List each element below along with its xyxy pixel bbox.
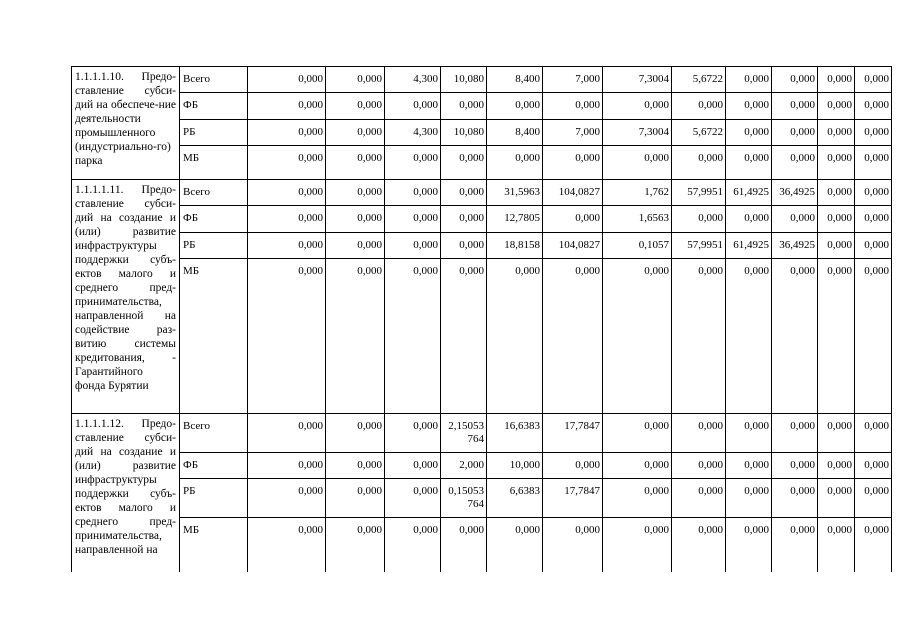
amount-cell: 0,000 [543,93,603,120]
amount-cell: 0,000 [248,259,326,414]
amount-cell: 2,15053 764 [441,414,487,453]
amount-cell: 10,080 [441,120,487,146]
amount-cell: 0,000 [726,414,772,453]
amount-cell: 0,000 [603,518,672,572]
amount-cell: 0,000 [326,180,385,206]
amount-cell: 0,000 [818,180,855,206]
amount-cell: 0,000 [248,479,326,518]
table-row [72,453,892,479]
amount-cell: 0,000 [726,259,772,414]
amount-cell: 0,000 [772,479,818,518]
table-row [72,180,892,206]
amount-cell: 2,000 [441,453,487,479]
amount-cell: 0,000 [818,414,855,453]
amount-cell: 0,000 [855,180,892,206]
amount-cell: 0,000 [385,453,441,479]
amount-cell: 0,000 [818,120,855,146]
amount-cell: 0,000 [603,93,672,120]
amount-cell: 0,000 [772,120,818,146]
amount-cell: 0,1057 [603,233,672,259]
amount-cell: 0,000 [855,479,892,518]
amount-cell: 57,9951 [672,233,726,259]
amount-cell: 0,000 [772,67,818,93]
amount-cell: 0,000 [772,93,818,120]
funding-source-cell: ФБ [180,206,248,233]
amount-cell: 0,000 [855,259,892,414]
amount-cell: 0,000 [818,259,855,414]
budget-table [71,66,892,572]
amount-cell: 0,000 [855,93,892,120]
amount-cell: 6,6383 [487,479,543,518]
amount-cell: 31,5963 [487,180,543,206]
activity-description-cell: 1.1.1.1.12. Предо-ставление субси-дий на создание и (или) развитие инфраструктуры поддержки субъ-ектов малого и среднего пред-принимательства, направленной на [72,414,180,572]
amount-cell: 0,000 [603,414,672,453]
amount-cell: 0,000 [248,120,326,146]
amount-cell: 10,000 [487,453,543,479]
amount-cell: 0,000 [326,67,385,93]
funding-source-cell: РБ [180,479,248,518]
amount-cell: 0,15053 764 [441,479,487,518]
amount-cell: 4,300 [385,67,441,93]
funding-source-cell: ФБ [180,93,248,120]
amount-cell: 0,000 [726,120,772,146]
amount-cell: 12,7805 [487,206,543,233]
amount-cell: 0,000 [772,146,818,180]
amount-cell: 0,000 [326,518,385,572]
amount-cell: 0,000 [603,479,672,518]
amount-cell: 0,000 [726,206,772,233]
amount-cell: 5,6722 [672,67,726,93]
amount-cell: 0,000 [855,120,892,146]
amount-cell: 8,400 [487,120,543,146]
amount-cell: 0,000 [385,259,441,414]
amount-cell: 104,0827 [543,233,603,259]
amount-cell: 0,000 [326,120,385,146]
amount-cell: 0,000 [441,233,487,259]
table-row [72,146,892,180]
funding-source-cell: Всего [180,67,248,93]
amount-cell: 10,080 [441,67,487,93]
amount-cell: 0,000 [855,414,892,453]
amount-cell: 0,000 [672,146,726,180]
amount-cell: 0,000 [818,233,855,259]
amount-cell: 0,000 [487,259,543,414]
amount-cell: 0,000 [855,206,892,233]
amount-cell: 7,000 [543,120,603,146]
amount-cell: 0,000 [603,453,672,479]
table-row [72,67,892,93]
amount-cell: 0,000 [855,518,892,572]
amount-cell: 57,9951 [672,180,726,206]
amount-cell: 5,6722 [672,120,726,146]
amount-cell: 0,000 [726,518,772,572]
table-row [72,259,892,414]
amount-cell: 0,000 [543,453,603,479]
amount-cell: 0,000 [441,518,487,572]
amount-cell: 7,3004 [603,120,672,146]
amount-cell: 0,000 [855,233,892,259]
amount-cell: 0,000 [818,518,855,572]
amount-cell: 0,000 [441,93,487,120]
table-row [72,518,892,572]
amount-cell: 0,000 [326,146,385,180]
table-row [72,233,892,259]
amount-cell: 0,000 [326,206,385,233]
amount-cell: 36,4925 [772,233,818,259]
amount-cell: 0,000 [487,93,543,120]
amount-cell: 0,000 [855,67,892,93]
amount-cell: 8,400 [487,67,543,93]
amount-cell: 0,000 [855,453,892,479]
amount-cell: 0,000 [818,206,855,233]
funding-source-cell: МБ [180,146,248,180]
amount-cell: 0,000 [672,259,726,414]
amount-cell: 0,000 [672,414,726,453]
funding-source-cell: РБ [180,120,248,146]
amount-cell: 0,000 [772,259,818,414]
funding-source-cell: МБ [180,518,248,572]
amount-cell: 0,000 [385,180,441,206]
amount-cell: 17,7847 [543,479,603,518]
amount-cell: 0,000 [487,518,543,572]
table-row [72,479,892,518]
amount-cell: 0,000 [818,146,855,180]
amount-cell: 0,000 [603,146,672,180]
table-row [72,120,892,146]
amount-cell: 1,6563 [603,206,672,233]
amount-cell: 18,8158 [487,233,543,259]
amount-cell: 0,000 [385,146,441,180]
amount-cell: 16,6383 [487,414,543,453]
amount-cell: 0,000 [726,453,772,479]
amount-cell: 61,4925 [726,180,772,206]
amount-cell: 0,000 [855,146,892,180]
amount-cell: 0,000 [603,259,672,414]
activity-description-cell: 1.1.1.1.10. Предо-ставление субси-дий на обеспече-ние деятельности промышленного (индустриально-го) парка [72,67,180,180]
amount-cell: 61,4925 [726,233,772,259]
amount-cell: 36,4925 [772,180,818,206]
table-row [72,206,892,233]
amount-cell: 0,000 [772,518,818,572]
amount-cell: 0,000 [543,146,603,180]
amount-cell: 0,000 [248,93,326,120]
amount-cell: 0,000 [326,453,385,479]
table-row [72,93,892,120]
amount-cell: 0,000 [672,453,726,479]
amount-cell: 0,000 [248,453,326,479]
funding-source-cell: МБ [180,259,248,414]
amount-cell: 0,000 [326,233,385,259]
amount-cell: 0,000 [818,93,855,120]
amount-cell: 0,000 [326,93,385,120]
amount-cell: 0,000 [726,479,772,518]
amount-cell: 0,000 [726,146,772,180]
amount-cell: 0,000 [818,479,855,518]
funding-source-cell: Всего [180,180,248,206]
amount-cell: 0,000 [543,518,603,572]
amount-cell: 0,000 [672,93,726,120]
amount-cell: 1,762 [603,180,672,206]
funding-source-cell: Всего [180,414,248,453]
amount-cell: 0,000 [726,93,772,120]
amount-cell: 104,0827 [543,180,603,206]
amount-cell: 0,000 [248,206,326,233]
amount-cell: 0,000 [441,146,487,180]
amount-cell: 0,000 [385,93,441,120]
amount-cell: 0,000 [248,67,326,93]
amount-cell: 0,000 [326,414,385,453]
amount-cell: 0,000 [818,453,855,479]
amount-cell: 0,000 [543,259,603,414]
amount-cell: 0,000 [672,518,726,572]
amount-cell: 7,000 [543,67,603,93]
amount-cell: 0,000 [672,479,726,518]
table-row [72,414,892,453]
amount-cell: 7,3004 [603,67,672,93]
amount-cell: 0,000 [772,414,818,453]
amount-cell: 0,000 [726,67,772,93]
amount-cell: 0,000 [441,180,487,206]
activity-description-cell: 1.1.1.1.11. Предо-ставление субси-дий на создание и (или) развитие инфраструктуры поддержки субъ-ектов малого и среднего пред-принимательства, направленной на содействие раз-витию системы кредитования, - Гарантийного фонда Бурятии [72,180,180,414]
funding-source-cell: РБ [180,233,248,259]
amount-cell: 0,000 [326,479,385,518]
amount-cell: 0,000 [385,206,441,233]
amount-cell: 0,000 [248,518,326,572]
amount-cell: 0,000 [543,206,603,233]
amount-cell: 0,000 [248,180,326,206]
amount-cell: 0,000 [326,259,385,414]
funding-source-cell: ФБ [180,453,248,479]
amount-cell: 17,7847 [543,414,603,453]
amount-cell: 0,000 [441,259,487,414]
amount-cell: 0,000 [772,206,818,233]
amount-cell: 0,000 [487,146,543,180]
amount-cell: 0,000 [385,233,441,259]
amount-cell: 0,000 [385,414,441,453]
amount-cell: 0,000 [248,146,326,180]
amount-cell: 0,000 [441,206,487,233]
amount-cell: 0,000 [818,67,855,93]
amount-cell: 0,000 [248,414,326,453]
amount-cell: 4,300 [385,120,441,146]
amount-cell: 0,000 [385,518,441,572]
amount-cell: 0,000 [248,233,326,259]
amount-cell: 0,000 [672,206,726,233]
amount-cell: 0,000 [772,453,818,479]
amount-cell: 0,000 [385,479,441,518]
